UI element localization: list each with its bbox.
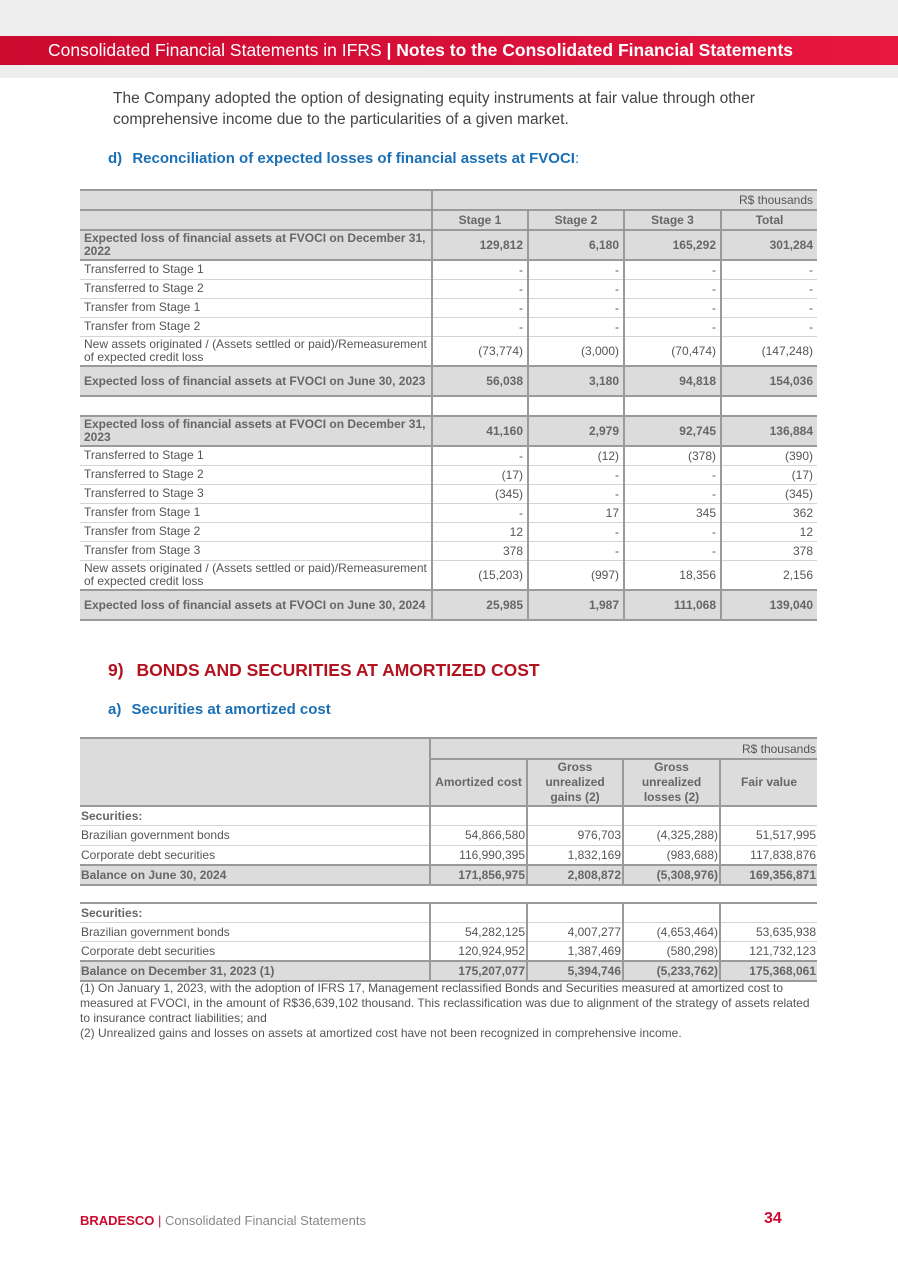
table-row: Transferred to Stage 1 - (12) (378) (390)	[80, 446, 817, 465]
table-row: Expected loss of financial assets at FVOCI on December 31, 2023 41,160 2,979 92,745 136,884	[80, 416, 817, 446]
table-header-row	[80, 210, 817, 230]
table-row: Brazilian government bonds 54,282,125 4,007,277 (4,653,464) 53,635,938	[80, 922, 817, 942]
fvoci-reconciliation-table	[80, 189, 817, 621]
header-title-regular: Consolidated Financial Statements in IFRS	[48, 40, 382, 60]
footnote-1: (1) On January 1, 2023, with the adoption of IFRS 17, Management reclassified Bonds and Securities measured at amortized cost to measured at FVOCI, in the amount of R$36,639,102 thousand. This reclassification was due to alignment of the strategy of assets related to insurance contract liabilities; and	[80, 981, 810, 1025]
section-d-title: Reconciliation of expected losses of financial assets at FVOCI	[132, 150, 575, 167]
section-a-heading	[108, 701, 331, 718]
table-header-row	[80, 759, 817, 806]
table-row: Transfer from Stage 1 - - - -	[80, 298, 817, 317]
table-unit-row	[80, 738, 817, 759]
section-a-number: a)	[108, 701, 122, 718]
section-9-title: BONDS AND SECURITIES AT AMORTIZED COST	[136, 660, 540, 680]
table-unit-row	[80, 190, 817, 210]
amortized-cost-table	[80, 737, 817, 982]
column-header: Gross unrealized losses (2)	[623, 759, 720, 806]
column-header: Gross unrealized gains (2)	[527, 759, 623, 806]
table-row: Transferred to Stage 2 - - - -	[80, 279, 817, 298]
section-9-heading	[108, 660, 540, 681]
table-row-balance: Expected loss of financial assets at FVOCI on June 30, 2024 25,985 1,987 111,068 139,040	[80, 590, 817, 620]
column-header: Fair value	[720, 759, 817, 806]
section-d-suffix: :	[574, 150, 580, 167]
section-d-number: d)	[108, 150, 123, 167]
column-header: Amortized cost	[430, 759, 527, 806]
table-row: Corporate debt securities 120,924,952 1,387,469 (580,298) 121,732,123	[80, 942, 817, 962]
table-row: Expected loss of financial assets at FVOCI on December 31, 2022 129,812 6,180 165,292 301,284	[80, 230, 817, 260]
table-row-balance: Expected loss of financial assets at FVOCI on June 30, 2023 56,038 3,180 94,818 154,036	[80, 366, 817, 396]
column-header: Stage 3	[624, 210, 721, 230]
page-number: 34	[764, 1210, 782, 1227]
header-underline	[0, 65, 898, 78]
table-row: Transferred to Stage 3 (345) - - (345)	[80, 484, 817, 503]
table-row: Transfer from Stage 1 - 17 345 362	[80, 503, 817, 522]
header-separator: |	[386, 40, 392, 60]
table-row: Brazilian government bonds 54,866,580 976,703 (4,325,288) 51,517,995	[80, 826, 817, 846]
table-row: Securities:	[80, 806, 817, 826]
footer-brand: BRADESCO	[80, 1213, 155, 1228]
table-row: New assets originated / (Assets settled or paid)/Remeasurement of expected credit loss (73,774) (3,000) (70,474) (147,248)	[80, 336, 817, 366]
table-row: Transfer from Stage 2 12 - - 12	[80, 522, 817, 541]
column-header: Stage 2	[528, 210, 624, 230]
table-row: Transferred to Stage 1 - - - -	[80, 260, 817, 279]
table-row: New assets originated / (Assets settled or paid)/Remeasurement of expected credit loss (15,203) (997) 18,356 2,156	[80, 560, 817, 590]
unit-label: R$ thousands	[430, 738, 817, 759]
header-banner	[0, 36, 898, 65]
column-header: Stage 1	[432, 210, 528, 230]
intro-paragraph: The Company adopted the option of designating equity instruments at fair value through other comprehensive income due to the particularities of a given market.	[113, 90, 755, 128]
unit-label: R$ thousands	[432, 190, 817, 210]
table-row: Securities:	[80, 903, 817, 923]
section-a-title: Securities at amortized cost	[131, 701, 331, 718]
footer-text: Consolidated Financial Statements	[165, 1213, 366, 1228]
header-title-bold: Notes to the Consolidated Financial Statements	[396, 40, 794, 60]
table-row: Transferred to Stage 2 (17) - - (17)	[80, 465, 817, 484]
top-margin	[0, 0, 898, 36]
footnotes	[80, 981, 820, 1041]
section-9-number: 9)	[108, 660, 124, 680]
table-row: Transfer from Stage 2 - - - -	[80, 317, 817, 336]
footer-separator: |	[158, 1213, 162, 1228]
table-gap-row	[80, 885, 817, 903]
table-row-balance: Balance on December 31, 2023 (1) 175,207,077 5,394,746 (5,233,762) 175,368,061	[80, 961, 817, 981]
footnote-2: (2) Unrealized gains and losses on assets at amortized cost have not been recognized in comprehensive income.	[80, 1026, 682, 1040]
table-gap-row	[80, 396, 817, 416]
page-footer	[80, 1213, 366, 1228]
table-row: Transfer from Stage 3 378 - - 378	[80, 541, 817, 560]
section-d-heading	[108, 150, 579, 167]
table-row-balance: Balance on June 30, 2024 171,856,975 2,808,872 (5,308,976) 169,356,871	[80, 865, 817, 885]
column-header: Total	[721, 210, 817, 230]
table-row: Corporate debt securities 116,990,395 1,832,169 (983,688) 117,838,876	[80, 845, 817, 865]
